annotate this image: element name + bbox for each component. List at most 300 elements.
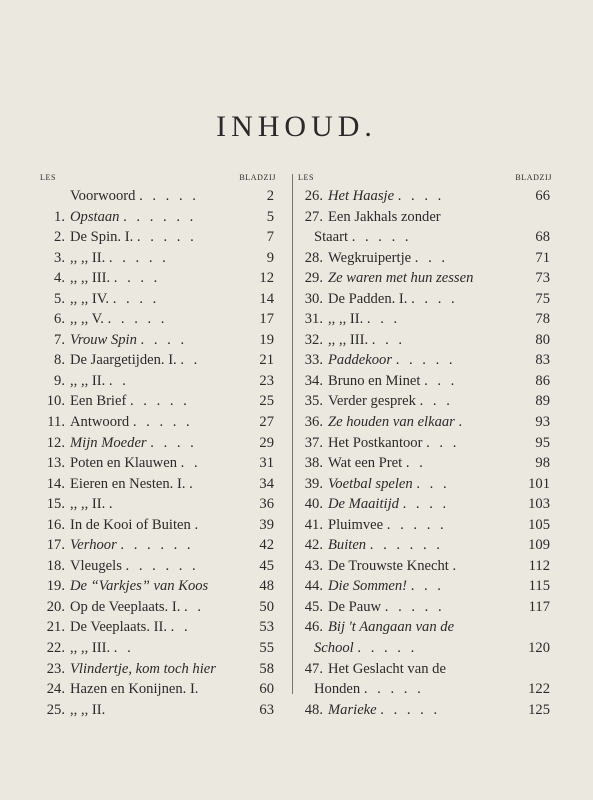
page-number: 60 <box>259 681 274 698</box>
toc-entry <box>40 494 276 515</box>
lesson-title-line <box>328 412 465 433</box>
toc-entry <box>40 638 276 659</box>
lesson-title-line <box>70 556 199 577</box>
lesson-title: Honden <box>314 681 361 698</box>
lesson-number: 46. <box>304 619 323 636</box>
lesson-title-line <box>328 248 448 269</box>
toc-entry <box>40 186 276 207</box>
page-number: 29 <box>259 434 274 451</box>
leader-dots: . . . . . <box>139 188 199 204</box>
column-divider <box>292 174 293 694</box>
leader-dots: . . . . . <box>386 516 447 533</box>
leader-dots: . . . . <box>402 496 450 513</box>
lesson-number: 7. <box>54 331 65 348</box>
lesson-number: 17. <box>46 537 65 554</box>
lesson-title: ,, ,, II. <box>70 249 106 266</box>
lesson-title: Vlindertje, kom toch hier <box>70 660 216 677</box>
lesson-number: 8. <box>54 352 65 369</box>
page-number: 80 <box>535 331 550 348</box>
lesson-title-line <box>314 227 412 248</box>
toc-entry <box>298 700 552 721</box>
toc-entry <box>298 494 552 515</box>
lesson-title-line <box>314 638 417 659</box>
lesson-title: ,, ,, III. <box>70 640 111 657</box>
page-number: 7 <box>266 229 274 246</box>
column-header <box>298 173 552 186</box>
lesson-title: Pluimvee <box>328 516 384 533</box>
lesson-title-line <box>70 659 216 680</box>
toc-entry <box>40 289 276 310</box>
leader-dots: . . . . <box>411 290 458 307</box>
toc-entry <box>298 576 552 597</box>
lesson-title-line <box>328 474 450 495</box>
lesson-title: In de Kooi of Buiten <box>70 516 191 533</box>
lesson-title-line <box>70 330 187 351</box>
lesson-title-line <box>328 597 445 618</box>
lesson-number: 29. <box>304 270 323 287</box>
lesson-title-line <box>328 309 400 330</box>
lesson-number: 39. <box>304 475 323 492</box>
lesson-title-line <box>328 617 454 638</box>
leader-dots: . . . . . <box>129 393 190 410</box>
lesson-number: 42. <box>304 537 323 554</box>
lesson-number: 32. <box>304 331 323 348</box>
lesson-title: ,, ,, II. <box>328 311 364 328</box>
lesson-title: ,, ,, IV. <box>70 290 110 307</box>
toc-entry <box>40 597 276 618</box>
lesson-title: Antwoord <box>70 414 130 431</box>
page-number: 14 <box>259 290 274 307</box>
toc-entry <box>40 474 276 495</box>
lesson-title: Voetbal spelen <box>328 475 413 492</box>
lesson-title: Poten en Klauwen <box>70 455 177 472</box>
lesson-number: 44. <box>304 578 323 595</box>
lesson-number: 22. <box>46 640 65 657</box>
header-bladzij: BLADZIJ <box>239 173 276 182</box>
lesson-title-line <box>70 186 199 207</box>
page-number: 53 <box>259 619 274 636</box>
toc-entry <box>40 433 276 454</box>
leader-dots: . . . . . <box>380 701 441 718</box>
toc-entry <box>40 371 276 392</box>
lesson-title-line <box>328 453 426 474</box>
page-number: 115 <box>528 578 550 595</box>
page-number: 36 <box>259 496 274 513</box>
lesson-title-line <box>328 494 449 515</box>
lesson-number: 1. <box>54 208 65 225</box>
page-number: 34 <box>259 475 274 492</box>
lesson-number: 26. <box>304 188 323 204</box>
leader-dots: . . . . . <box>108 249 169 266</box>
lesson-title: De Padden. I. <box>328 290 408 307</box>
lesson-title-line <box>70 700 105 721</box>
lesson-title-line <box>328 330 405 351</box>
toc-entry <box>40 309 276 330</box>
lesson-number: 31. <box>304 311 323 328</box>
leader-dots: . . . . . <box>136 229 197 246</box>
lesson-title: Verder gesprek <box>328 393 416 410</box>
leader-dots: . . . . . . <box>123 208 197 225</box>
leader-dots: . . . <box>414 249 449 266</box>
lesson-title: Opstaan <box>70 208 120 225</box>
lesson-title-line <box>70 474 196 495</box>
leader-dots: . . <box>108 372 129 389</box>
toc-entry <box>298 207 552 228</box>
lesson-title: Buiten <box>328 537 367 554</box>
lesson-title: Verhoor <box>70 537 117 554</box>
toc-entry <box>40 679 276 700</box>
lesson-title-line <box>70 391 190 412</box>
lesson-title: Het Haasje <box>328 188 395 204</box>
lesson-number: 34. <box>304 372 323 389</box>
leader-dots: . . . <box>416 475 450 492</box>
toc-left-column <box>40 173 276 720</box>
toc-entry <box>298 289 552 310</box>
toc-entry <box>298 227 552 248</box>
toc-entry <box>40 248 276 269</box>
lesson-number: 41. <box>304 516 323 533</box>
lesson-title: Vleugels <box>70 557 122 574</box>
page-number: 125 <box>528 701 550 718</box>
lesson-title-line <box>70 679 198 700</box>
toc-entry <box>298 433 552 454</box>
page-number: 45 <box>259 557 274 574</box>
leader-dots: . . . . <box>113 270 161 287</box>
lesson-title: ,, ,, II. <box>70 496 106 513</box>
lesson-number: 47. <box>304 660 323 677</box>
page-number: 93 <box>535 414 550 431</box>
page-number: 105 <box>528 516 550 533</box>
page-number: 63 <box>259 701 274 718</box>
lesson-number: 12. <box>46 434 65 451</box>
lesson-title: Die Sommen! <box>328 578 408 595</box>
page-number: 27 <box>259 414 274 431</box>
page-number: 120 <box>528 640 550 657</box>
toc-entry <box>40 227 276 248</box>
lesson-title: Marieke <box>328 701 377 718</box>
leader-dots: . . . . <box>140 331 188 348</box>
page-number: 25 <box>259 393 274 410</box>
page-number: 39 <box>259 516 274 533</box>
lesson-title-line <box>328 186 444 207</box>
lesson-number: 6. <box>54 311 65 328</box>
toc-entry <box>298 309 552 330</box>
lesson-number: 10. <box>46 393 65 410</box>
lesson-number: 16. <box>46 516 65 533</box>
page-number: 109 <box>528 537 550 554</box>
leader-dots: . . <box>180 352 201 369</box>
page-number: 55 <box>259 640 274 657</box>
page-number: 71 <box>535 249 550 266</box>
lesson-title: Wat een Pret <box>328 455 403 472</box>
lesson-title: Vrouw Spin <box>70 331 137 348</box>
toc-entry <box>298 371 552 392</box>
toc-entry <box>298 186 552 207</box>
lesson-title-line <box>70 433 197 454</box>
toc-entry <box>40 556 276 577</box>
toc-entries <box>298 186 552 720</box>
lesson-title: Ze houden van elkaar <box>328 414 455 431</box>
lesson-title-line <box>328 289 458 310</box>
lesson-title: ,, ,, II. <box>70 372 106 389</box>
toc-entry <box>298 638 552 659</box>
page-number: 31 <box>259 455 274 472</box>
lesson-title-line <box>328 700 440 721</box>
page-number: 103 <box>528 496 550 513</box>
toc-entry <box>40 391 276 412</box>
page-number: 122 <box>528 681 550 698</box>
toc-entry <box>40 576 276 597</box>
page-number: 68 <box>535 229 550 246</box>
lesson-title: Bij 't Aangaan van de <box>328 619 455 636</box>
page-number: 58 <box>259 660 274 677</box>
toc-entry <box>298 535 552 556</box>
header-les: LES <box>40 173 57 182</box>
page-number: 42 <box>259 537 274 554</box>
lesson-title-line <box>70 350 200 371</box>
lesson-title-line <box>328 576 444 597</box>
lesson-number: 36. <box>304 414 323 431</box>
toc-entry <box>298 330 552 351</box>
leader-dots: . . . . . <box>384 598 445 615</box>
leader-dots: . . . . . . <box>369 537 443 554</box>
leader-dots: . <box>452 557 460 574</box>
lesson-title-line <box>70 289 159 310</box>
lesson-title-line <box>70 412 193 433</box>
toc-entry <box>298 248 552 269</box>
page-number: 95 <box>535 434 550 451</box>
leader-dots: . <box>194 516 202 533</box>
lesson-title-line <box>328 268 473 289</box>
lesson-title: De Spin. I. <box>70 229 134 246</box>
toc-entry <box>298 474 552 495</box>
lesson-number: 23. <box>46 660 65 677</box>
page-number: 5 <box>266 208 274 225</box>
page-number: 23 <box>259 372 274 389</box>
page-number: 9 <box>266 249 274 266</box>
column-header <box>40 173 276 186</box>
toc-entry <box>298 268 552 289</box>
lesson-title: De Jaargetijden. I. <box>70 352 177 369</box>
lesson-title-line <box>314 679 424 700</box>
leader-dots: . . . . . . <box>125 557 199 574</box>
leader-dots: . . . . . . <box>120 537 194 554</box>
lesson-title: ,, ,, V. <box>70 311 104 328</box>
page-number: 86 <box>535 372 550 389</box>
lesson-title-line <box>70 227 197 248</box>
leader-dots: . . . . . <box>363 681 424 698</box>
lesson-number: 48. <box>304 701 323 718</box>
lesson-title-line <box>70 453 201 474</box>
leader-dots: . . . . . <box>357 640 418 657</box>
lesson-title: ,, ,, III. <box>328 331 369 348</box>
lesson-number: 21. <box>46 619 65 636</box>
lesson-title: De Trouwste Knecht <box>328 557 449 574</box>
lesson-title-line <box>70 371 129 392</box>
toc-entry <box>40 515 276 536</box>
leader-dots: . . . <box>419 393 453 410</box>
lesson-number: 20. <box>46 598 65 615</box>
lesson-title: ,, ,, II. <box>70 701 106 718</box>
toc-entry <box>298 412 552 433</box>
header-les: LES <box>298 173 315 182</box>
lesson-title: Het Postkantoor <box>328 434 423 451</box>
lesson-title-line <box>328 207 441 228</box>
lesson-title: Mijn Moeder <box>70 434 147 451</box>
lesson-title: De Veeplaats. II. <box>70 619 167 636</box>
toc-entry <box>298 556 552 577</box>
page-number: 19 <box>259 331 274 348</box>
leader-dots: . . <box>113 640 134 657</box>
header-bladzij: BLADZIJ <box>515 173 552 182</box>
page-number: 117 <box>528 598 550 615</box>
page-number: 101 <box>528 475 550 492</box>
lesson-title: Een Jakhals zonder <box>328 208 441 225</box>
page-number: 12 <box>259 270 274 287</box>
toc-entry <box>40 535 276 556</box>
lesson-number: 2. <box>54 229 65 246</box>
page-number: 2 <box>266 188 274 204</box>
lesson-number: 11. <box>47 414 65 431</box>
leader-dots: . . <box>405 455 426 472</box>
lesson-title: Een Brief <box>70 393 127 410</box>
leader-dots: . . . <box>424 372 458 389</box>
lesson-title-line <box>70 248 169 269</box>
lesson-title: Staart <box>314 229 349 246</box>
lesson-number: 28. <box>304 249 323 266</box>
lesson-number: 18. <box>46 557 65 574</box>
lesson-number: 3. <box>54 249 65 266</box>
leader-dots: . . . . <box>397 188 445 204</box>
toc-entry <box>40 412 276 433</box>
toc-entry <box>40 659 276 680</box>
lesson-number: 14. <box>46 475 65 492</box>
toc-entry <box>298 659 552 680</box>
leader-dots: . . . . . <box>395 352 456 369</box>
lesson-title: Het Geslacht van de <box>328 660 446 677</box>
leader-dots: . . . <box>371 331 406 348</box>
toc-entry <box>298 679 552 700</box>
lesson-title: De “Varkjes” van Koos <box>70 578 209 595</box>
lesson-number: 15. <box>46 496 65 513</box>
lesson-title: Op de Veeplaats. I. <box>70 598 181 615</box>
page-number: 98 <box>535 455 550 472</box>
leader-dots: . <box>189 475 196 492</box>
toc-right-column <box>298 173 552 720</box>
lesson-title-line <box>328 535 443 556</box>
page-number: 50 <box>259 598 274 615</box>
page-number: 48 <box>259 578 274 595</box>
lesson-title-line <box>70 207 196 228</box>
lesson-title: De Pauw <box>328 598 382 615</box>
lesson-number: 43. <box>304 557 323 574</box>
lesson-title-line <box>70 309 167 330</box>
lesson-number: 30. <box>304 290 323 307</box>
lesson-title-line <box>70 268 160 289</box>
lesson-title-line <box>70 638 134 659</box>
toc-entry <box>40 700 276 721</box>
lesson-title-line <box>328 556 459 577</box>
leader-dots: . . . <box>426 434 460 451</box>
lesson-title-line <box>328 659 446 680</box>
lesson-title: Paddekoor <box>328 352 393 369</box>
lesson-number: 5. <box>54 290 65 307</box>
lesson-number: 45. <box>304 598 323 615</box>
lesson-title-line <box>70 515 201 536</box>
leader-dots: . . <box>184 598 204 615</box>
leader-dots: . . . <box>410 578 444 595</box>
toc-entries <box>40 186 276 720</box>
lesson-title: Bruno en Minet <box>328 372 421 389</box>
lesson-title: Eieren en Nesten. I. <box>70 475 186 492</box>
leader-dots: . . . . . <box>351 229 412 246</box>
page-number: 112 <box>528 557 550 574</box>
toc-entry <box>40 330 276 351</box>
lesson-title-line <box>70 617 191 638</box>
page-number: 21 <box>259 352 274 369</box>
leader-dots: . <box>108 496 116 513</box>
lesson-title-line <box>328 391 453 412</box>
leader-dots: . <box>458 414 466 431</box>
lesson-number: 37. <box>304 434 323 451</box>
leader-dots: . . . . . <box>107 311 168 328</box>
leader-dots: . . . <box>366 311 401 328</box>
lesson-number: 27. <box>304 208 323 225</box>
toc-entry <box>298 515 552 536</box>
toc-entry <box>298 597 552 618</box>
lesson-title-line <box>328 433 459 454</box>
page-title: INHOUD. <box>216 110 377 143</box>
lesson-number: 19. <box>46 578 65 595</box>
lesson-number: 33. <box>304 352 323 369</box>
lesson-title: Hazen en Konijnen. I. <box>70 681 199 698</box>
toc-entry <box>298 453 552 474</box>
leader-dots: . . . . . <box>132 414 193 431</box>
toc-entry <box>40 350 276 371</box>
lesson-number: 25. <box>46 701 65 718</box>
lesson-title-line <box>328 350 456 371</box>
toc-entry <box>298 391 552 412</box>
lesson-title: ,, ,, III. <box>70 270 111 287</box>
page-number: 17 <box>259 311 274 328</box>
toc-entry <box>298 350 552 371</box>
lesson-title-line <box>70 494 116 515</box>
leader-dots: . . <box>180 455 201 472</box>
lesson-number: 9. <box>54 372 65 389</box>
page-number: 89 <box>535 393 550 410</box>
lesson-title: De Maaitijd <box>328 496 399 513</box>
lesson-title-line <box>70 597 204 618</box>
toc-entry <box>40 268 276 289</box>
lesson-number: 13. <box>46 455 65 472</box>
leader-dots: . . . . <box>112 290 160 307</box>
lesson-number: 38. <box>304 455 323 472</box>
lesson-title-line <box>70 535 194 556</box>
page-number: 66 <box>535 188 550 204</box>
lesson-title-line <box>70 576 208 597</box>
toc-entry <box>40 453 276 474</box>
lesson-number: 40. <box>304 496 323 513</box>
leader-dots: . . <box>170 619 191 636</box>
lesson-number: 24. <box>46 681 65 698</box>
toc-entry <box>40 207 276 228</box>
lesson-title: School <box>314 640 354 657</box>
page-number: 78 <box>535 311 550 328</box>
lesson-title: Wegkruipertje <box>328 249 412 266</box>
lesson-title: Voorwoord <box>70 188 136 204</box>
toc-entry <box>298 617 552 638</box>
lesson-title-line <box>328 515 447 536</box>
